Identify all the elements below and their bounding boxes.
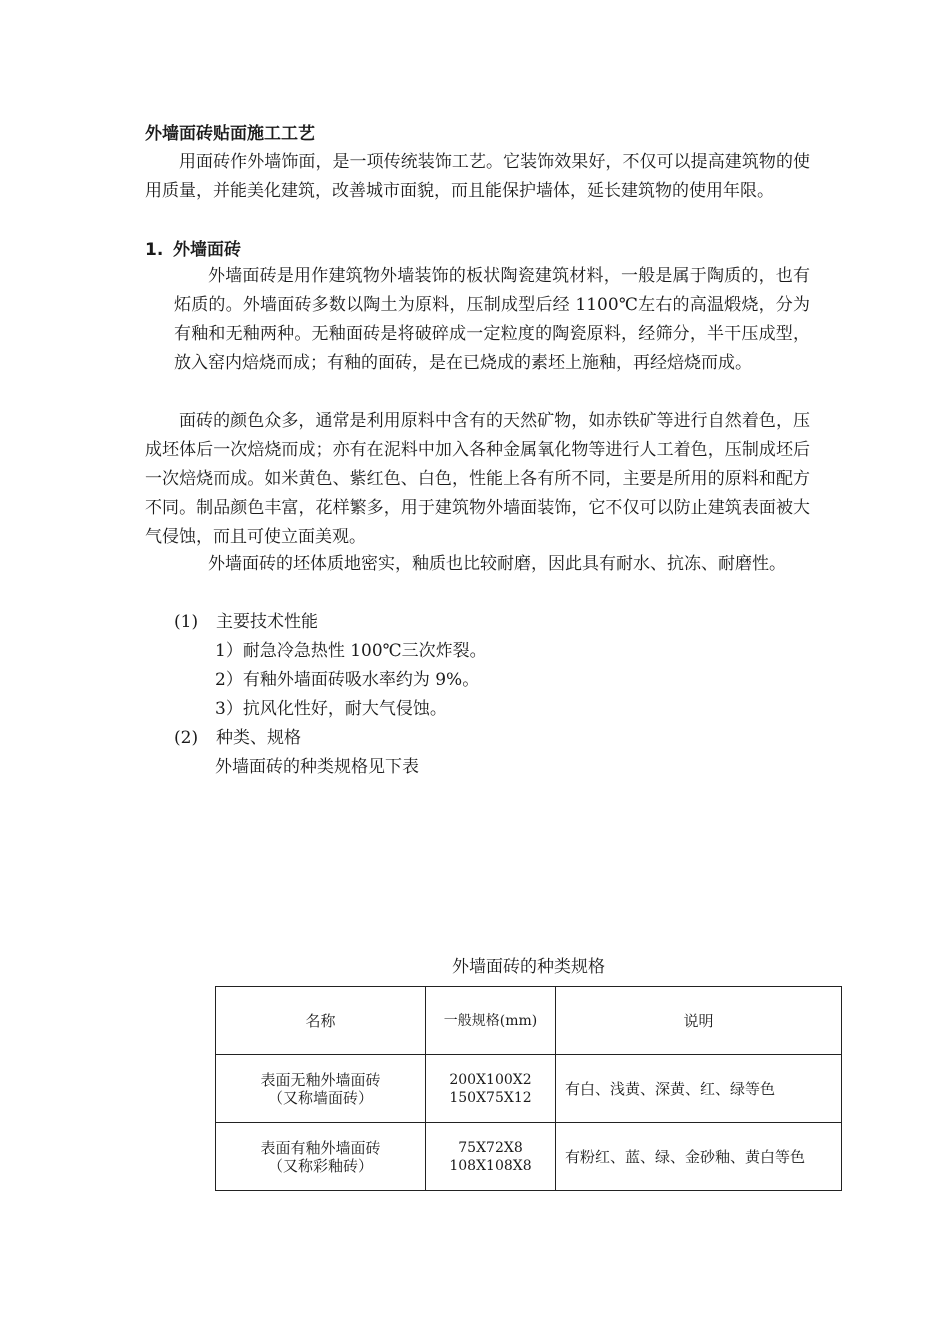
table-cell-desc: 有粉红、蓝、绿、金砂釉、黄白等色 — [556, 1123, 842, 1191]
table-header-desc: 说明 — [556, 987, 842, 1055]
intro-paragraph: 用面砖作外墙饰面，是一项传统装饰工艺。它装饰效果好，不仅可以提高建筑物的使用质量，并能美化建筑，改善城市面貌，而且能保护墙体，延长建筑物的使用年限。 — [145, 152, 810, 201]
document-title: 外墙面砖贴面施工工艺 — [145, 124, 315, 144]
subsection-2-heading — [174, 724, 301, 753]
subsection-1-heading — [174, 608, 318, 637]
name-alias: （又称彩釉砖） — [267, 1156, 373, 1175]
table-caption: 外墙面砖的种类规格 — [452, 957, 605, 977]
section-1-heading — [145, 236, 241, 264]
list-item: 1）耐急冷急热性 100℃三次炸裂。 — [215, 641, 487, 661]
table-cell-spec — [426, 1123, 556, 1191]
list-item: 2）有釉外墙面砖吸水率约为 9%。 — [215, 670, 480, 690]
spec-line: 75X72X8 — [458, 1139, 523, 1156]
name-line: 表面有釉外墙面砖 — [260, 1138, 381, 1157]
spec-table — [215, 986, 842, 1191]
table-row — [216, 1123, 842, 1191]
section-1-paragraph-3: 外墙面砖的坯体质地密实，釉质也比较耐磨，因此具有耐水、抗冻、耐磨性。 — [208, 554, 786, 574]
table-header-spec: 一般规格(mm) — [426, 987, 556, 1055]
subsection-2-marker: (2) — [174, 728, 199, 748]
table-header-name: 名称 — [216, 987, 426, 1055]
subsection-2-note: 外墙面砖的种类规格见下表 — [215, 757, 419, 777]
table-cell-desc: 有白、浅黄、深黄、红、绿等色 — [556, 1055, 842, 1123]
table-header-row — [216, 987, 842, 1055]
spec-line: 108X108X8 — [449, 1157, 532, 1174]
section-1-paragraph-1: 外墙面砖是用作建筑物外墙装饰的板状陶瓷建筑材料，一般是属于陶质的，也有炻质的。外墙面砖多数以陶土为原料，压制成型后经 1100℃左右的高温煅烧，分为有釉和无釉两种。无釉面砖是将破碎成一定粒度的陶瓷原料，经筛分，半干压成型，放入窑内焙烧而成；有釉的面砖，是在已烧成的素坯上施釉，再经焙烧而成。 — [174, 266, 810, 373]
section-1-title: 外墙面砖 — [173, 240, 241, 260]
table-cell-spec — [426, 1055, 556, 1123]
subsection-2-label: 种类、规格 — [216, 728, 301, 748]
name-alias: （又称墙面砖） — [267, 1088, 373, 1107]
name-line: 表面无釉外墙面砖 — [260, 1070, 381, 1089]
section-1-number: 1. — [145, 240, 164, 260]
spec-line: 200X100X2 — [449, 1071, 532, 1088]
table-cell-name — [216, 1055, 426, 1123]
list-item: 3）抗风化性好，耐大气侵蚀。 — [215, 699, 447, 719]
subsection-1-label: 主要技术性能 — [216, 612, 318, 632]
subsection-1-marker: (1) — [174, 612, 199, 632]
table-row — [216, 1055, 842, 1123]
spec-line: 150X75X12 — [449, 1089, 532, 1106]
table-cell-name — [216, 1123, 426, 1191]
section-1-paragraph-2: 面砖的颜色众多，通常是利用原料中含有的天然矿物，如赤铁矿等进行自然着色，压成坯体后一次焙烧而成；亦有在泥料中加入各种金属氧化物等进行人工着色，压制成坯后一次焙烧而成。如米黄色、紫红色、白色，性能上各有所不同，主要是所用的原料和配方不同。制品颜色丰富，花样繁多，用于建筑物外墙面装饰，它不仅可以防止建筑表面被大气侵蚀，而且可使立面美观。 — [145, 411, 810, 547]
